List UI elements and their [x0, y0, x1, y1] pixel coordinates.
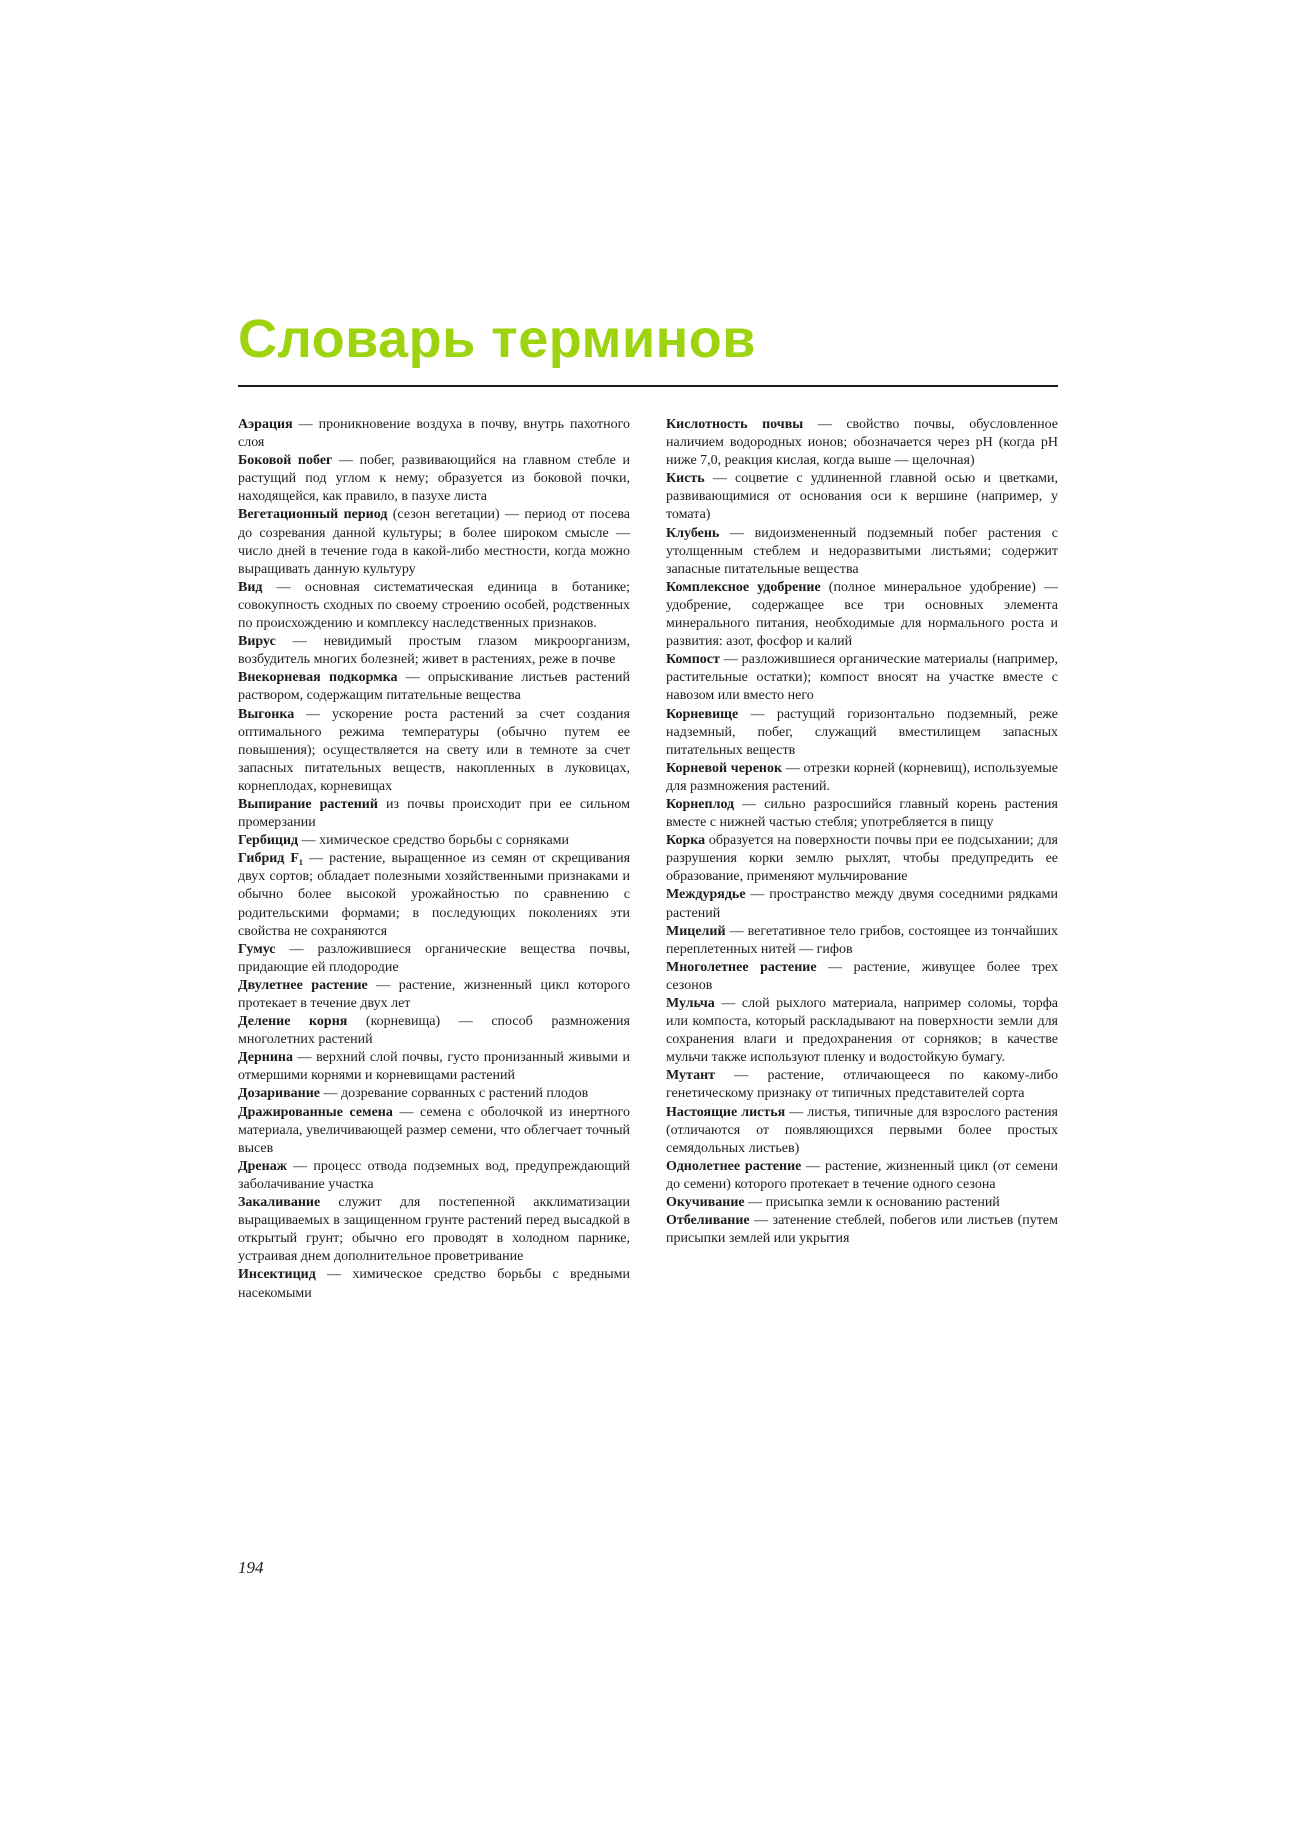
glossary-entry	[666, 1158, 1058, 1194]
glossary-entry	[666, 923, 1058, 959]
glossary-definition: — процесс отвода подземных вод, предупреждающий заболачивание участка	[238, 1158, 630, 1192]
page-title: Словарь терминов	[238, 309, 756, 369]
glossary-definition: — невидимый простым глазом микроорганизм, возбудитель многих болезней; живет в растениях, реже в почве	[238, 634, 630, 668]
glossary-definition: — проникновение воздуха в почву, внутрь пахотного слоя	[238, 417, 630, 451]
glossary-column-left	[238, 416, 630, 1303]
glossary-entry	[666, 796, 1058, 832]
glossary-term: Вирус	[238, 634, 276, 650]
glossary-term: Гумус	[238, 941, 276, 957]
glossary-entry	[666, 1212, 1058, 1248]
glossary-term: Корка	[666, 833, 706, 849]
glossary-definition: образуется на поверхности почвы при ее подсыхании; для разрушения корки землю рыхлят, чтобы предупредить ее образование, применяют мульчирование	[666, 833, 1058, 885]
glossary-definition: — растение, выращенное из семян от скрещивания двух сортов; обладает полезными хозяйственными признаками и обычно более высокой урожайностью по сравнению с родительскими формами; в последующих поколениях эти свойства не сохраняются	[238, 851, 631, 939]
glossary-definition: служит для постепенной акклиматизации выращиваемых в защищенном грунте растений перед высадкой в открытый грунт; обычно его проводят в холодном парнике, устраивая днем дополнительное проветривание	[238, 1195, 630, 1265]
glossary-term: Окучивание	[666, 1195, 745, 1211]
glossary-entry	[238, 506, 630, 578]
glossary-entry	[238, 977, 630, 1013]
glossary-definition: — основная систематическая единица в ботанике; совокупность сходных по своему строению особей, родственных по происхождению и комплексу наследственных признаков.	[238, 579, 630, 632]
glossary-entry	[666, 760, 1058, 796]
glossary-term: Внекорневая подкормка	[238, 670, 398, 686]
glossary-term: Мутант	[666, 1068, 716, 1084]
glossary-entry	[238, 452, 630, 506]
glossary-entry	[238, 1085, 630, 1103]
glossary-term: Междурядье	[666, 887, 746, 903]
glossary-term: Кисть	[666, 471, 705, 487]
glossary-term: Аэрация	[238, 417, 293, 432]
glossary-definition: — растущий горизонтально подземный, реже надземный, побег, служащий вместилищем запасных питательных веществ	[666, 706, 1058, 758]
glossary-term: Закаливание	[238, 1195, 321, 1211]
glossary-term: Комплексное удобрение	[666, 579, 821, 595]
glossary-definition: — сильно разросшийся главный корень растения вместе с нижней частью стебля; употребляется в пищу	[666, 796, 1058, 831]
glossary-entry	[666, 959, 1058, 995]
glossary-entry	[238, 941, 630, 977]
glossary-term: Вид	[238, 579, 263, 595]
glossary-definition: — вегетативное тело грибов, состоящее из тончайших переплетенных нитей — гифов	[666, 923, 1058, 957]
page-number: 194	[238, 1558, 264, 1577]
glossary-term: Однолетнее растение	[666, 1158, 802, 1174]
glossary-definition: — пространство между двумя соседними рядками растений	[666, 887, 1058, 921]
glossary-definition: из почвы происходит при ее сильном промерзании	[238, 796, 630, 831]
glossary-term: Дражированные семена	[238, 1104, 393, 1120]
glossary-definition: — растение, отличающееся по какому-либо генетическому признаку от типичных представителей сорта	[666, 1068, 1058, 1102]
glossary-definition: — растение, жизненный цикл которого протекает в течение двух лет	[238, 977, 630, 1011]
glossary-entry	[238, 633, 630, 669]
glossary-definition: — ускорение роста растений за счет создания оптимального режима температуры (обычно путем ее повышения); осуществляется на свету или в темноте за счет запасных питательных веществ, накопленных в луковицах, корнеплодах, корневищах	[238, 706, 630, 794]
glossary-definition: (корневища) — способ размножения многолетних растений	[238, 1014, 630, 1048]
glossary-term: Дренаж	[238, 1158, 287, 1174]
glossary-term: Корневище	[666, 706, 739, 722]
glossary-entry	[666, 416, 1058, 470]
glossary-term: Двулетнее растение	[238, 977, 368, 993]
glossary-column-right	[666, 416, 1058, 1248]
glossary-term: Выгонка	[238, 706, 295, 722]
glossary-definition: — верхний слой почвы, густо пронизанный живыми и отмершими корнями и корневищами растений	[238, 1050, 630, 1084]
glossary-definition: — семена с оболочкой из инертного материала, увеличивающей размер семени, что облегчает точный высев	[238, 1104, 631, 1156]
glossary-term: Мульча	[666, 996, 715, 1011]
glossary-definition: — соцветие с удлиненной главной осью и цветками, развивающимися от основания оси к вершине (например, у томата)	[666, 471, 1058, 523]
glossary-definition: (полное минеральное удобрение) — удобрение, содержащее все три основных элемента минерального питания, необходимые для нормального роста и развития: азот, фосфор и калий	[666, 579, 1058, 650]
glossary-term: Деление корня	[238, 1014, 348, 1030]
glossary-term: Кислотность почвы	[666, 417, 804, 432]
glossary-entry	[238, 579, 630, 633]
glossary-entry	[238, 832, 630, 850]
glossary-definition: — затенение стеблей, побегов или листьев (путем присыпки землей или укрытия	[666, 1213, 1058, 1247]
glossary-entry	[666, 651, 1058, 705]
glossary-term: Вегетационный период	[238, 507, 388, 523]
glossary-term: Боковой побег	[238, 453, 333, 469]
glossary-term: Корнеплод	[666, 796, 735, 812]
glossary-term: Отбеливание	[666, 1213, 750, 1229]
glossary-entry	[238, 1013, 630, 1049]
glossary-entry	[666, 832, 1058, 886]
glossary-entry	[238, 1158, 630, 1194]
glossary-entry	[238, 669, 630, 705]
glossary-definition: — слой рыхлого материала, например соломы, торфа или компоста, который раскладывают на поверхности земли для сохранения влаги и предохранения от сорняков; в качестве мульчи также используют пленку и водостойкую бумагу.	[666, 996, 1058, 1066]
glossary-definition: — химическое средство борьбы с вредными насекомыми	[238, 1267, 630, 1301]
glossary-definition: — опрыскивание листьев растений раствором, содержащим питательные вещества	[238, 670, 631, 704]
glossary-entry	[666, 470, 1058, 524]
glossary-definition: — растение, жизненный цикл (от семени до семени) которого протекает в течение одного сезона	[666, 1158, 1058, 1192]
glossary-term: Гибрид F₁	[238, 851, 304, 867]
glossary-entry	[666, 1067, 1058, 1103]
glossary-entry	[666, 1104, 1058, 1158]
glossary-term: Дернина	[238, 1050, 294, 1066]
glossary-definition: — побег, развивающийся на главном стебле и растущий под углом к нему; образуется из боковой почки, находящейся, как правило, в пазухе листа	[238, 453, 630, 505]
glossary-entry	[238, 1104, 630, 1158]
glossary-term: Инсектицид	[238, 1267, 316, 1283]
glossary-entry	[666, 706, 1058, 760]
glossary-definition: — химическое средство борьбы с сорняками	[298, 833, 570, 849]
glossary-entry	[666, 886, 1058, 922]
glossary-entry	[238, 1266, 630, 1302]
glossary-term: Гербицид	[238, 833, 299, 849]
glossary-term: Мицелий	[666, 923, 726, 939]
glossary-entry	[238, 1049, 630, 1085]
glossary-definition: — видоизмененный подземный побег растения с утолщенным стеблем и недоразвитыми листьями; содержит запасные питательные вещества	[666, 525, 1058, 577]
glossary-entry	[666, 1194, 1058, 1212]
glossary-term: Клубень	[666, 525, 720, 541]
glossary-term: Настоящие листья	[666, 1104, 786, 1120]
glossary-entry	[238, 796, 630, 832]
glossary-definition: (сезон вегетации) — период от посева до созревания данной культуры; в более широком смысле — число дней в течение года в какой-либо местности, когда можно выращивать данную культуру	[238, 507, 630, 577]
glossary-term: Многолетнее растение	[666, 959, 817, 975]
glossary-definition: — разложившиеся органические материалы (например, растительные остатки); компост вносят на участке вместе с навозом или вместо него	[666, 652, 1058, 704]
glossary-entry	[238, 416, 630, 452]
glossary-entry	[238, 1194, 630, 1266]
glossary-entry	[666, 525, 1058, 579]
glossary-entry	[666, 995, 1058, 1067]
glossary-definition: — листья, типичные для взрослого растения (отличаются от появляющихся первыми более простых семядольных листьев)	[666, 1104, 1058, 1156]
glossary-entry	[238, 706, 630, 796]
glossary-entry	[238, 850, 630, 940]
glossary-definition: — отрезки корней (корневищ), используемые для размножения растений.	[666, 760, 1058, 794]
glossary-definition: — дозревание сорванных с растений плодов	[320, 1086, 589, 1102]
title-divider	[238, 385, 1058, 387]
glossary-definition: — разложившиеся органические вещества почвы, придающие ей плодородие	[238, 941, 630, 975]
glossary-term: Компост	[666, 652, 720, 668]
glossary-definition: — свойство почвы, обусловленное наличием водородных ионов; обозначается через рН (когда рН ниже 7,0, реакция кислая, когда выше — щелочная)	[666, 417, 1058, 469]
glossary-entry	[666, 579, 1058, 651]
glossary-definition: — присыпка земли к основанию растений	[744, 1195, 1000, 1211]
glossary-term: Дозаривание	[238, 1086, 321, 1102]
glossary-definition: — растение, живущее более трех сезонов	[666, 959, 1058, 993]
glossary-term: Корневой черенок	[666, 760, 783, 776]
glossary-term: Выпирание растений	[238, 796, 378, 812]
